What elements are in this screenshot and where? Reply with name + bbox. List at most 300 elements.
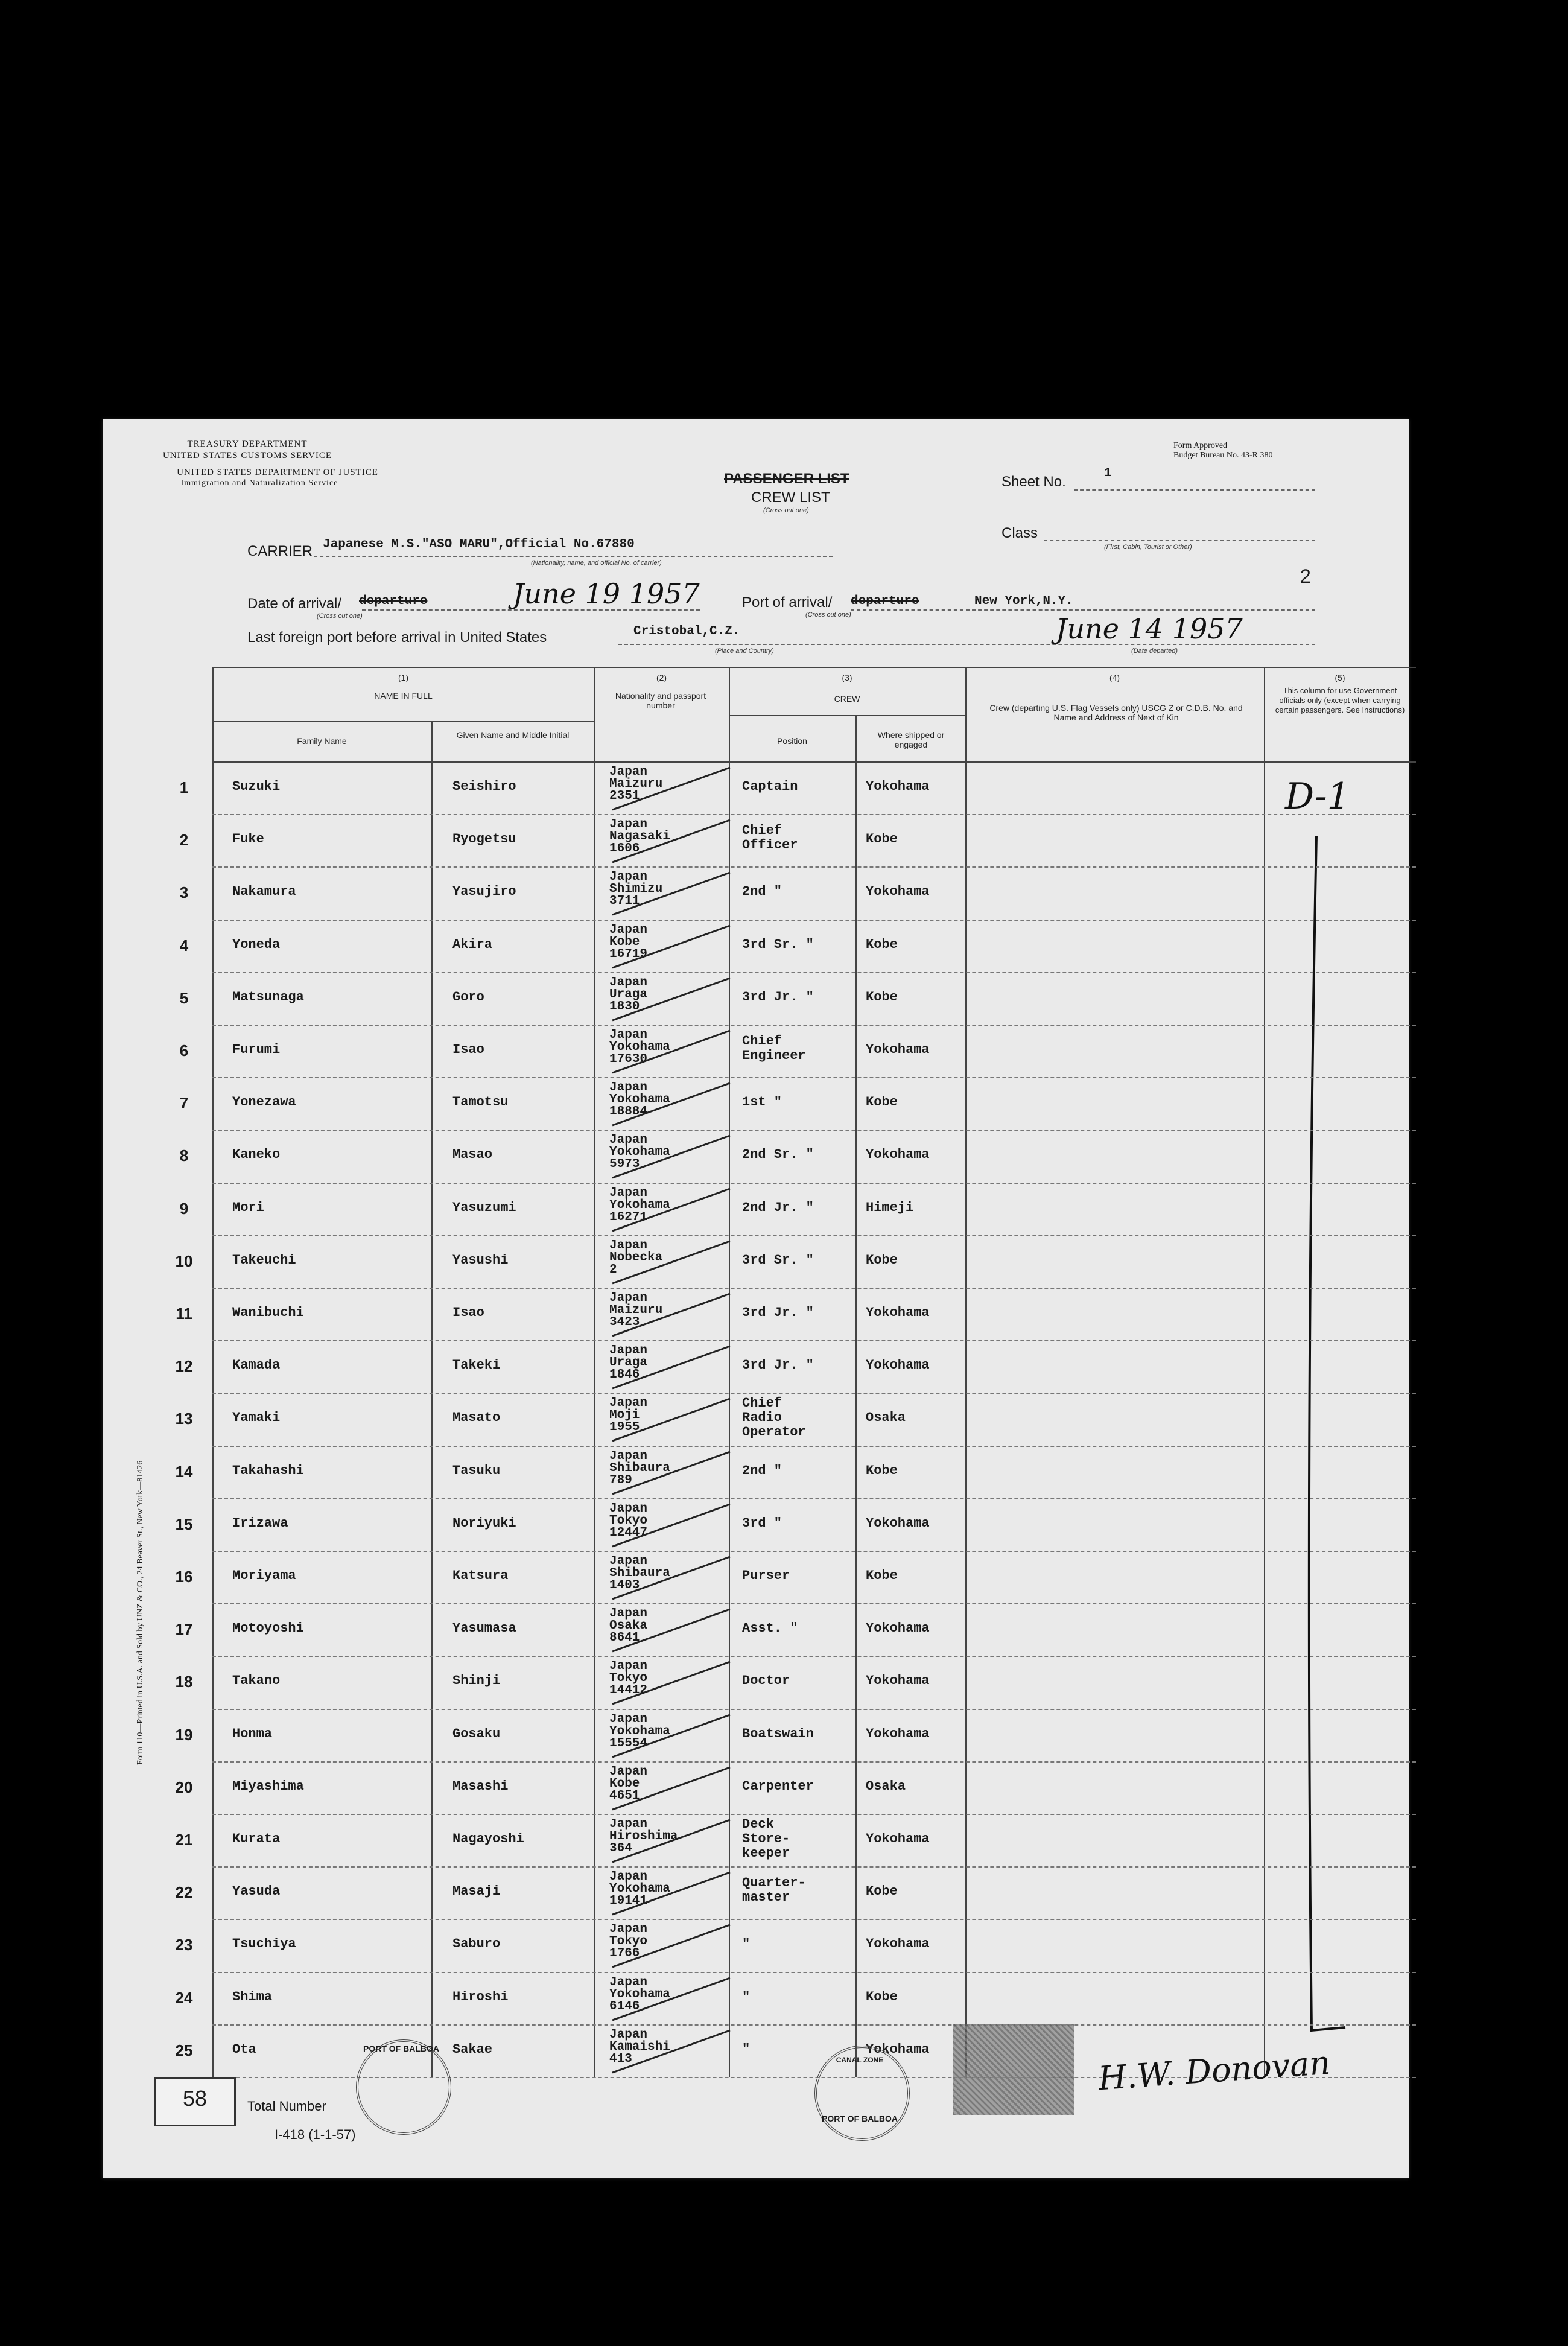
page-mark: 2 (1300, 565, 1311, 587)
where-shipped: Yokohama (866, 1147, 930, 1163)
passport-check-stroke (600, 921, 739, 975)
position: Radio (742, 1410, 782, 1426)
row-divider (212, 1393, 1416, 1394)
passport-check-stroke (600, 763, 739, 817)
given-name: Yasumasa (452, 1621, 516, 1636)
row-number: 19 (175, 1725, 193, 1744)
col5-bracket-line (1303, 830, 1351, 2067)
nationality-line: Kobe (609, 1776, 640, 1791)
arrival-date-struck: departure (359, 594, 428, 608)
stamp-right-text: PORT OF BALBOA (822, 2114, 898, 2123)
position: 2nd Sr. " (742, 1147, 814, 1163)
family-name: Yonezawa (232, 1095, 296, 1110)
row-divider (212, 1446, 1416, 1447)
row-number: 16 (175, 1568, 193, 1586)
row-number: 23 (175, 1936, 193, 1954)
nationality-line: Shimizu (609, 882, 663, 897)
passport-check-stroke (600, 1341, 739, 1396)
position: " (742, 2041, 751, 2057)
passport-check-stroke (600, 2026, 739, 2080)
position: Captain (742, 779, 798, 794)
family-name: Moriyama (232, 1568, 296, 1583)
position: Carpenter (742, 1778, 814, 1794)
family-name: Yasuda (232, 1884, 281, 1899)
nationality-line: Japan (609, 1817, 648, 1831)
given-name: Katsura (452, 1568, 509, 1583)
nationality-line: 8641 (609, 1631, 640, 1645)
port-hint: (Cross out one) (805, 611, 851, 618)
total-number-value: 58 (182, 2086, 208, 2111)
nationality-line: Yokohama (609, 1987, 670, 2001)
nationality-line: 18884 (609, 1105, 648, 1119)
passport-check-stroke (600, 1078, 739, 1133)
passport-check-stroke (600, 1236, 739, 1291)
given-name: Isao (452, 1042, 484, 1057)
where-shipped: Kobe (866, 989, 898, 1005)
position: Operator (742, 1425, 806, 1440)
position: keeper (742, 1846, 790, 1861)
row-divider (212, 1498, 1416, 1499)
nationality-line: Japan (609, 1133, 648, 1148)
where-shipped: Yokohama (866, 1042, 930, 1057)
passport-check-stroke (600, 1447, 739, 1501)
passport-check-stroke (600, 1710, 739, 1764)
departed-hint: (Date departed) (1131, 647, 1178, 655)
nationality-line: 15554 (609, 1736, 648, 1750)
row-divider (212, 866, 1416, 868)
port-struck: departure (851, 594, 919, 608)
nationality-line: Yokohama (609, 1145, 670, 1160)
col4-title: Crew (departing U.S. Flag Vessels only) USCG Z or C.D.B. No. and Name and Address of Next of Kin (989, 703, 1243, 722)
nationality-line: Uraga (609, 1356, 648, 1370)
where-shipped: Himeji (866, 1200, 914, 1215)
where-header: Where shipped or engaged (877, 730, 945, 749)
where-shipped: Yokohama (866, 884, 930, 900)
family-name: Furumi (232, 1042, 281, 1057)
row-number: 24 (175, 1988, 193, 2007)
nationality-line: 16271 (609, 1210, 648, 1224)
ink-stamp-block (953, 2024, 1074, 2115)
port-label: Port of arrival/ (742, 594, 833, 611)
crew-list-form (103, 419, 1409, 2178)
nationality-line: Japan (609, 1607, 648, 1621)
row-number: 6 (179, 1041, 189, 1060)
dept-line-3: UNITED STATES DEPARTMENT OF JUSTICE (177, 468, 378, 477)
where-shipped: Kobe (866, 831, 898, 847)
nationality-line: Japan (609, 1396, 648, 1411)
col3-title: CREW (834, 694, 860, 704)
where-shipped: Yokohama (866, 1621, 930, 1636)
nationality-line: 789 (609, 1473, 632, 1487)
given-name: Noriyuki (452, 1515, 516, 1531)
nationality-line: Hiroshima (609, 1829, 678, 1843)
carrier-hint: (Nationality, name, and official No. of carrier) (531, 559, 662, 567)
nationality-line: Japan (609, 1922, 648, 1937)
nationality-line: Japan (609, 1028, 648, 1042)
nationality-line: Yokohama (609, 1040, 670, 1054)
passport-check-stroke (600, 1763, 739, 1817)
where-shipped: Osaka (866, 1778, 906, 1794)
given-name: Sakae (452, 2041, 493, 2057)
row-divider (212, 1603, 1416, 1604)
where-shipped: Yokohama (866, 1358, 930, 1373)
row-divider (212, 972, 1416, 973)
family-name: Miyashima (232, 1778, 304, 1794)
given-name: Saburo (452, 1936, 501, 1952)
row-number: 11 (176, 1305, 192, 1323)
nationality-line: 364 (609, 1842, 632, 1855)
row-divider (212, 1709, 1416, 1710)
given-name: Masato (452, 1410, 501, 1426)
position: 3rd Sr. " (742, 1252, 814, 1268)
nationality-line: 1830 (609, 999, 640, 1014)
row-number: 1 (179, 778, 189, 796)
col4-num: (4) (1109, 673, 1120, 682)
nationality-line: Japan (609, 923, 648, 937)
nationality-line: Japan (609, 1554, 648, 1568)
position: 2nd " (742, 1463, 782, 1478)
nationality-line: 2351 (609, 789, 640, 803)
col5-title: This column for use Government officials only (except when carrying certain passengers. See Instructions) (1275, 686, 1405, 714)
nationality-line: Kamaishi (609, 2039, 670, 2054)
class-hint: (First, Cabin, Tourist or Other) (1104, 544, 1192, 551)
position: 2nd " (742, 884, 782, 900)
position: 3rd Jr. " (742, 1358, 814, 1373)
last-port-hint: (Place and Country) (715, 647, 774, 655)
nationality-line: Japan (609, 2027, 648, 2042)
position: " (742, 1936, 751, 1952)
given-name: Nagayoshi (452, 1831, 524, 1846)
sheet-label: Sheet No. (1001, 474, 1066, 490)
passport-check-stroke (600, 1499, 739, 1554)
dept-line-4: Immigration and Naturalization Service (180, 478, 338, 488)
given-name: Takeki (452, 1358, 501, 1373)
nationality-line: 4651 (609, 1788, 640, 1803)
passport-check-stroke (600, 1026, 739, 1080)
signature: H.W. Donovan (1097, 2043, 1332, 2098)
passport-check-stroke (600, 1131, 739, 1185)
family-name: Takeuchi (232, 1252, 296, 1268)
nationality-line: Nagasaki (609, 830, 670, 844)
row-number: 2 (179, 831, 189, 850)
row-divider (212, 1340, 1416, 1341)
row-divider (212, 1183, 1416, 1184)
nationality-line: Tokyo (609, 1513, 648, 1528)
row-divider (212, 1130, 1416, 1131)
nationality-line: 3423 (609, 1315, 640, 1329)
position: Officer (742, 838, 798, 853)
where-shipped: Yokohama (866, 2041, 930, 2057)
row-number: 3 (179, 883, 189, 902)
row-divider (212, 1814, 1416, 1815)
form-approved: Form Approved (1173, 441, 1228, 450)
given-name: Seishiro (452, 779, 516, 794)
family-name: Ota (232, 2041, 256, 2057)
family-name: Nakamura (232, 884, 296, 900)
nationality-line: 6146 (609, 1999, 640, 2014)
stamp-right-text2: CANAL ZONE (836, 2056, 884, 2064)
where-shipped: Kobe (866, 936, 898, 952)
where-shipped: Yokohama (866, 779, 930, 794)
nationality-line: Japan (609, 1186, 648, 1200)
nationality-line: Japan (609, 1344, 648, 1358)
nationality-line: 14412 (609, 1683, 648, 1698)
row-number: 13 (175, 1410, 193, 1428)
nationality-line: Japan (609, 1501, 648, 1516)
passport-check-stroke (600, 1973, 739, 2027)
family-name: Motoyoshi (232, 1621, 304, 1636)
passport-check-stroke (600, 1657, 739, 1711)
nationality-line: Japan (609, 818, 648, 832)
position: Doctor (742, 1673, 790, 1689)
nationality-line: Osaka (609, 1619, 648, 1633)
col2-title: Nationality and passport number (615, 691, 706, 710)
given-name: Yasujiro (452, 884, 516, 900)
family-name: Yoneda (232, 936, 281, 952)
port-stamp-left (356, 2039, 451, 2135)
where-shipped: Kobe (866, 1989, 898, 2004)
row-divider (212, 1235, 1416, 1236)
sheet-value: 1 (1104, 466, 1112, 480)
col5-num: (5) (1335, 673, 1345, 682)
arrival-date-handwritten: June 19 1957 (513, 577, 700, 610)
family-name: Takahashi (232, 1463, 304, 1478)
family-name-header: Family Name (297, 736, 347, 746)
carrier-value: Japanese M.S."ASO MARU",Official No.67880 (323, 538, 635, 552)
nationality-line: Japan (609, 1291, 648, 1305)
row-number: 7 (179, 1094, 189, 1113)
family-name: Kamada (232, 1358, 281, 1373)
family-name: Kaneko (232, 1147, 281, 1163)
row-divider (212, 1866, 1416, 1868)
family-name: Kurata (232, 1831, 281, 1846)
nationality-line: 12447 (609, 1525, 648, 1540)
stamp-left-text: PORT OF BALBOA (363, 2044, 439, 2053)
row-divider (212, 2024, 1416, 2026)
nationality-line: Tokyo (609, 1934, 648, 1949)
where-shipped: Yokohama (866, 1515, 930, 1531)
nationality-line: Japan (609, 765, 648, 779)
passport-check-stroke (600, 1604, 739, 1659)
where-shipped: Kobe (866, 1252, 898, 1268)
nationality-line: Japan (609, 1659, 648, 1674)
row-number: 15 (175, 1515, 193, 1533)
row-number: 9 (179, 1199, 189, 1218)
form-code: I-418 (1-1-57) (275, 2127, 356, 2142)
carrier-label: CARRIER (247, 543, 313, 559)
given-name: Akira (452, 936, 493, 952)
position: Chief (742, 1034, 782, 1049)
nationality-line: 1403 (609, 1578, 640, 1592)
nationality-line: Uraga (609, 987, 648, 1002)
given-name: Tamotsu (452, 1095, 509, 1110)
position: Quarter- (742, 1875, 806, 1891)
position: master (742, 1890, 790, 1906)
row-divider (212, 1656, 1416, 1657)
row-number: 10 (175, 1251, 193, 1270)
where-shipped: Yokohama (866, 1936, 930, 1952)
given-name: Shinji (452, 1673, 501, 1689)
arrival-date-label: Date of arrival/ (247, 596, 342, 612)
total-number-label: Total Number (247, 2099, 326, 2114)
passport-check-stroke (600, 973, 739, 1028)
nationality-line: 2 (609, 1262, 617, 1277)
position: 3rd Sr. " (742, 936, 814, 952)
row-divider (212, 1972, 1416, 1973)
given-name: Masashi (452, 1778, 509, 1794)
class-label: Class (1001, 525, 1038, 541)
form-title: CREW LIST (751, 489, 830, 506)
nationality-line: 1955 (609, 1420, 640, 1435)
title-struck: PASSENGER LIST (724, 471, 849, 487)
row-number: 25 (175, 2041, 193, 2059)
family-name: Mori (232, 1200, 264, 1215)
nationality-line: Kobe (609, 935, 640, 949)
position: 2nd Jr. " (742, 1200, 814, 1215)
given-name: Masao (452, 1147, 493, 1163)
nationality-line: Tokyo (609, 1671, 648, 1686)
family-name: Shima (232, 1989, 273, 2004)
col1-num: (1) (398, 673, 409, 682)
position: Boatswain (742, 1726, 814, 1741)
nationality-line: Japan (609, 1449, 648, 1463)
family-name: Yamaki (232, 1410, 281, 1426)
nationality-line: Shibaura (609, 1566, 670, 1580)
given-name: Isao (452, 1305, 484, 1320)
position: Engineer (742, 1048, 806, 1063)
col2-num: (2) (656, 673, 667, 682)
family-name: Fuke (232, 831, 264, 847)
passport-check-stroke (600, 868, 739, 922)
position: Chief (742, 1396, 782, 1411)
arrival-hint: (Cross out one) (317, 612, 363, 620)
position: 1st " (742, 1095, 782, 1110)
where-shipped: Kobe (866, 1884, 898, 1899)
position: " (742, 1989, 751, 2004)
where-shipped: Yokohama (866, 1305, 930, 1320)
family-name: Wanibuchi (232, 1305, 304, 1320)
row-number: 5 (179, 988, 189, 1007)
family-name: Matsunaga (232, 989, 304, 1005)
nationality-line: 3711 (609, 894, 640, 909)
row-number: 20 (175, 1778, 193, 1796)
last-port-label: Last foreign port before arrival in United States (247, 629, 547, 646)
nationality-line: 1606 (609, 842, 640, 856)
row-number: 18 (175, 1673, 193, 1691)
passport-check-stroke (600, 1289, 739, 1343)
row-divider (212, 1761, 1416, 1763)
nationality-line: Japan (609, 1081, 648, 1095)
row-number: 17 (175, 1620, 193, 1639)
nationality-line: Yokohama (609, 1724, 670, 1738)
col3-num: (3) (842, 673, 852, 682)
dept-line-1: TREASURY DEPARTMENT (187, 439, 308, 449)
where-shipped: Yokohama (866, 1673, 930, 1689)
nationality-line: Japan (609, 975, 648, 990)
row-divider (212, 1077, 1416, 1078)
where-shipped: Kobe (866, 1568, 898, 1583)
col5-annotation: D-1 (1285, 775, 1350, 818)
given-name: Ryogetsu (452, 831, 516, 847)
where-shipped: Yokohama (866, 1726, 930, 1741)
row-number: 12 (175, 1357, 193, 1376)
passport-check-stroke (600, 1184, 739, 1238)
row-divider (212, 1551, 1416, 1552)
nationality-line: Japan (609, 1238, 648, 1253)
nationality-line: Maizuru (609, 777, 663, 791)
row-number: 22 (175, 1883, 193, 1902)
position: Chief (742, 823, 782, 839)
row-number: 8 (179, 1146, 189, 1165)
row-number: 4 (179, 936, 189, 955)
row-divider (212, 1919, 1416, 1920)
position: 3rd " (742, 1515, 782, 1531)
nationality-line: Shibaura (609, 1461, 670, 1475)
nationality-line: Japan (609, 1870, 648, 1884)
where-shipped: Kobe (866, 1095, 898, 1110)
departed-handwritten: June 14 1957 (1056, 612, 1243, 645)
given-name: Goro (452, 989, 484, 1005)
last-port-value: Cristobal,C.Z. (633, 625, 740, 638)
given-name: Tasuku (452, 1463, 501, 1478)
nationality-line: Nobecka (609, 1250, 663, 1265)
nationality-line: 5973 (609, 1157, 640, 1172)
nationality-line: Japan (609, 1975, 648, 1989)
nationality-line: 413 (609, 2052, 632, 2066)
family-name: Takano (232, 1673, 281, 1689)
passport-check-stroke (600, 1552, 739, 1606)
nationality-line: 19141 (609, 1894, 648, 1909)
row-divider (212, 920, 1416, 921)
nationality-line: Yokohama (609, 1093, 670, 1107)
where-shipped: Osaka (866, 1410, 906, 1426)
nationality-line: Maizuru (609, 1303, 663, 1317)
col1-title: NAME IN FULL (374, 691, 433, 701)
row-divider (212, 1025, 1416, 1026)
position: Deck (742, 1817, 774, 1832)
nationality-line: Japan (609, 1764, 648, 1779)
family-name: Tsuchiya (232, 1936, 296, 1952)
passport-check-stroke (600, 1868, 739, 1922)
position-header: Position (777, 736, 807, 746)
given-name: Masaji (452, 1884, 501, 1899)
family-name: Honma (232, 1726, 273, 1741)
position: Store- (742, 1831, 790, 1846)
where-shipped: Yokohama (866, 1831, 930, 1846)
given-name-header: Given Name and Middle Initial (456, 730, 570, 740)
passport-check-stroke (600, 1920, 739, 1974)
passport-check-stroke (600, 1394, 739, 1448)
family-name: Irizawa (232, 1515, 288, 1531)
row-number: 21 (175, 1831, 193, 1849)
nationality-line: 1846 (609, 1368, 640, 1382)
nationality-line: Japan (609, 870, 648, 885)
title-hint: (Cross out one) (763, 507, 809, 514)
nationality-line: 16719 (609, 947, 648, 961)
position: 3rd Jr. " (742, 1305, 814, 1320)
given-name: Gosaku (452, 1726, 501, 1741)
given-name: Yasushi (452, 1252, 509, 1268)
row-divider (212, 1288, 1416, 1289)
where-shipped: Kobe (866, 1463, 898, 1478)
row-divider (212, 814, 1416, 815)
position: 3rd Jr. " (742, 989, 814, 1005)
given-name: Yasuzumi (452, 1200, 516, 1215)
family-name: Suzuki (232, 779, 281, 794)
nationality-line: Yokohama (609, 1882, 670, 1896)
port-value: New York,N.Y. (974, 594, 1073, 608)
nationality-line: Japan (609, 1712, 648, 1726)
